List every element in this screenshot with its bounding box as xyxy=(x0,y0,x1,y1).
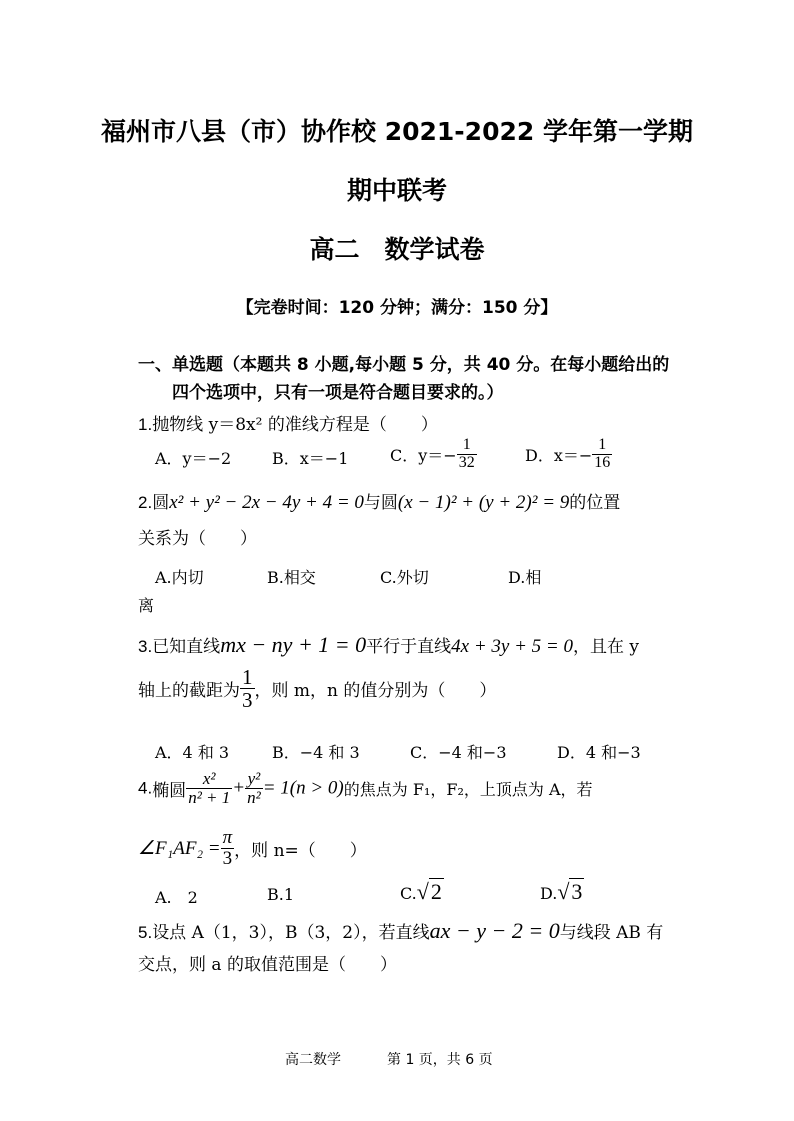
question-text: 的位置 xyxy=(569,493,621,513)
question-number: 4. xyxy=(138,778,153,798)
question-text: 与圆 xyxy=(363,493,398,513)
question-text: 与线段 AB 有 xyxy=(559,923,664,943)
question-2-stem-line2: 关系为（ ） xyxy=(138,529,257,549)
question-text: 已知直线 xyxy=(152,637,221,657)
radicand: 3 xyxy=(571,879,583,904)
math-operator: + xyxy=(232,777,246,799)
question-text: ，则 m，n 的值分别为（ ） xyxy=(254,681,497,702)
circle-equation-2: (x − 1)² + (y + 2)² = 9 xyxy=(397,492,570,513)
exam-title-line2: 期中联考 xyxy=(346,176,447,205)
question-5-stem-line2: 交点，则 a 的取值范围是（ ） xyxy=(138,955,397,975)
q4-option-d xyxy=(540,879,584,905)
ellipse-equation-tail: = 1(n > 0) xyxy=(262,777,344,799)
fraction-numerator: y² xyxy=(245,770,263,789)
fraction-denominator: 3 xyxy=(222,847,233,869)
fraction-denominator: 3 xyxy=(242,688,253,713)
square-root: √2 xyxy=(416,879,442,904)
fraction xyxy=(457,437,477,472)
question-1-stem xyxy=(138,410,438,435)
fraction-numerator: x² xyxy=(186,770,232,789)
question-text: 椭圆 xyxy=(152,780,187,801)
exam-title-line1: 福州市八县（市）协作校 2021-2022 学年第一学期 xyxy=(101,117,693,146)
question-5-stem xyxy=(138,918,663,944)
question-text: ，则 n=（ ） xyxy=(234,840,367,861)
line-equation-2: 4x + 3y + 5 = 0 xyxy=(451,636,573,657)
fraction xyxy=(186,770,232,807)
section-heading-line1: 一、单选题（本题共 8 小题,每小题 5 分，共 40 分。在每小题给出的 xyxy=(138,355,670,375)
question-number: 2. xyxy=(138,493,153,512)
question-text: 抛物线 y＝8x² 的准线方程是（ ） xyxy=(152,415,438,435)
fraction-numerator: 1 xyxy=(592,437,612,455)
fraction-numerator: π xyxy=(222,827,233,848)
question-2-stem xyxy=(138,488,620,514)
question-text: 圆 xyxy=(152,493,170,513)
q3-option-a: A．4 和 3 xyxy=(155,743,230,762)
fraction-denominator: 16 xyxy=(594,453,611,471)
exam-info: 【完卷时间：120 分钟；满分：150 分】 xyxy=(236,298,558,318)
fraction-denominator: 32 xyxy=(458,453,475,471)
option-label: C. xyxy=(400,884,417,903)
question-text: 轴上的截距为 xyxy=(138,681,240,702)
fraction xyxy=(245,770,263,807)
question-text: 设点 A（1，3），B（3，2），若直线 xyxy=(152,923,430,943)
q4-option-a: A. 2 xyxy=(155,888,198,907)
q1-option-d xyxy=(525,437,612,472)
section-heading-line2: 四个选项中，只有一项是符合题目要求的。） xyxy=(172,383,504,403)
question-text: 的焦点为 F₁，F₂，上顶点为 A，若 xyxy=(343,779,593,799)
exam-title-line3: 高二 数学试卷 xyxy=(309,235,485,264)
footer-page-number: 第 1 页，共 6 页 xyxy=(387,1052,493,1068)
question-text: ，且在 y xyxy=(573,637,640,657)
q3-option-b: B．−4 和 3 xyxy=(272,743,360,762)
square-root: √3 xyxy=(557,879,583,904)
q1-option-b: B．x＝−1 xyxy=(272,449,349,468)
fraction-numerator: 1 xyxy=(457,437,477,455)
question-4-stem xyxy=(138,770,593,807)
fraction-numerator: 1 xyxy=(242,665,253,689)
footer-subject: 高二数学 xyxy=(285,1052,341,1068)
angle-expression: ∠F₁AF₂ = xyxy=(138,837,221,859)
q2-option-b: B.相交 xyxy=(267,568,316,587)
q2-option-a: A.内切 xyxy=(155,568,204,587)
q1-option-c xyxy=(390,437,477,472)
circle-equation-1: x² + y² − 2x − 4y + 4 = 0 xyxy=(169,492,364,513)
line-equation-1: mx − ny + 1 = 0 xyxy=(220,632,367,657)
fraction-denominator: n² xyxy=(247,787,261,807)
question-text: 平行于直线 xyxy=(366,637,452,657)
fraction xyxy=(221,828,235,869)
option-label: D．x＝− xyxy=(525,445,593,465)
option-label: C．y＝− xyxy=(390,445,457,465)
line-equation: ax − y − 2 = 0 xyxy=(429,918,560,943)
q3-option-d: D．4 和−3 xyxy=(557,743,641,762)
question-number: 1. xyxy=(138,415,153,434)
q2-option-d: D.相 xyxy=(508,568,542,587)
question-4-stem-line2 xyxy=(138,828,367,869)
q3-option-c: C．−4 和−3 xyxy=(410,743,507,762)
fraction xyxy=(240,666,255,711)
q2-option-c: C.外切 xyxy=(380,568,429,587)
fraction xyxy=(592,437,612,472)
radicand: 2 xyxy=(430,879,442,904)
question-number: 3. xyxy=(138,637,153,656)
option-label: D. xyxy=(540,884,558,903)
question-3-stem-line2 xyxy=(138,666,496,711)
fraction-denominator: n² + 1 xyxy=(188,787,231,807)
q4-option-c xyxy=(400,879,444,905)
q2-option-d-wrap: 离 xyxy=(138,596,155,615)
q4-option-b: B.1 xyxy=(267,885,295,904)
question-3-stem xyxy=(138,632,639,658)
question-number: 5. xyxy=(138,923,153,942)
q1-option-a: A．y＝−2 xyxy=(155,449,232,468)
